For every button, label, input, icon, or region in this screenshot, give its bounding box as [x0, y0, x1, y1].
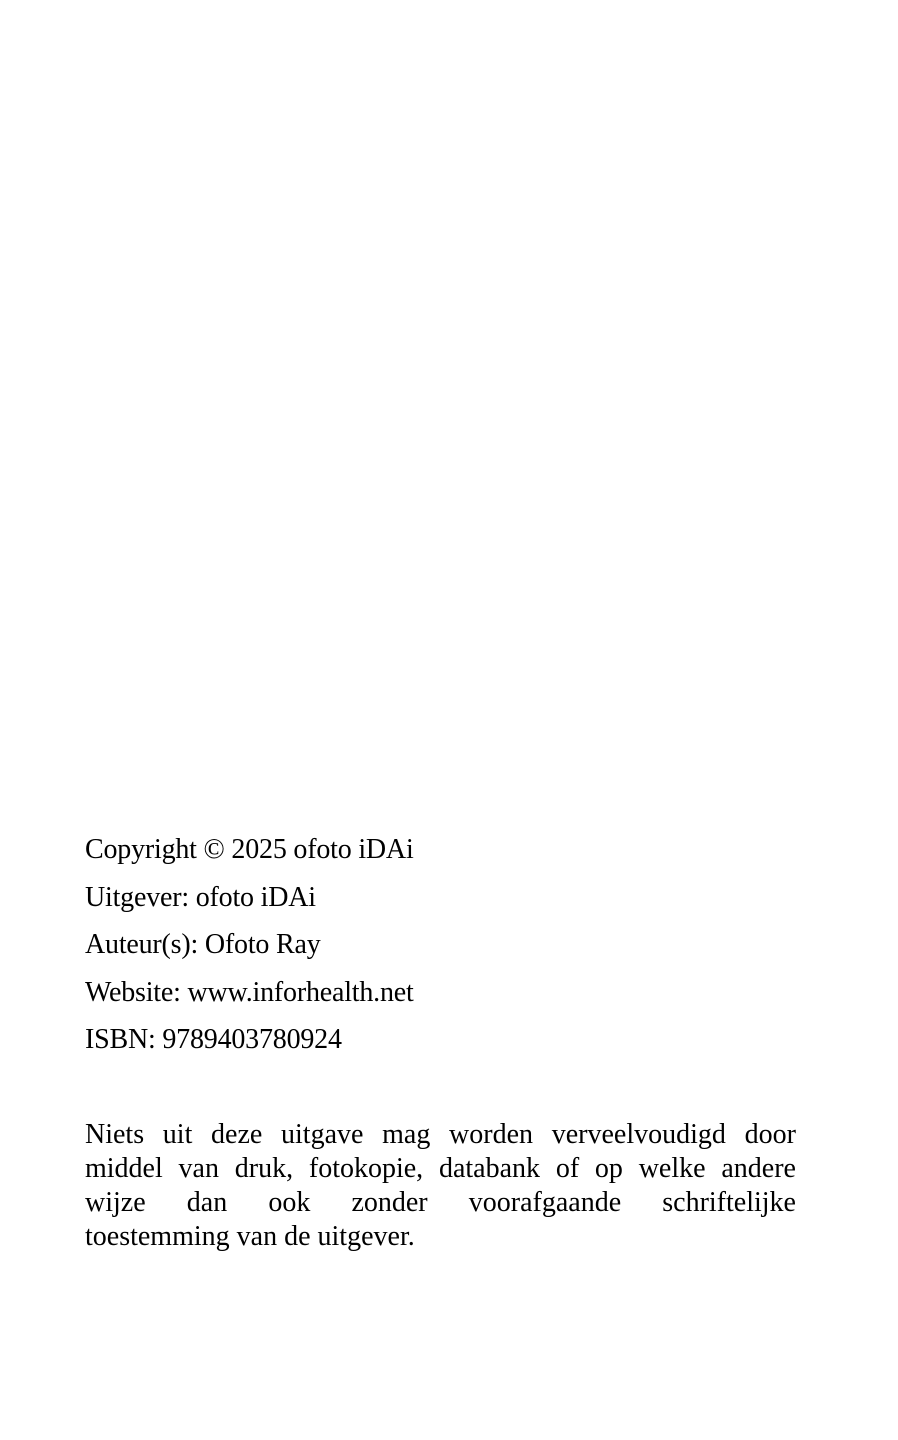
notice-word: voorafgaande — [468, 1187, 622, 1218]
notice-word: op — [594, 1153, 623, 1184]
colophon-block — [85, 826, 797, 1064]
notice-word: schriftelijke — [662, 1187, 796, 1218]
notice-word: ook — [268, 1187, 311, 1218]
notice-word: uit — [162, 1119, 193, 1150]
notice-word: Niets — [85, 1119, 145, 1150]
copyright-line: Copyright © 2025 ofoto iDAi — [85, 834, 414, 865]
notice-word: of — [555, 1153, 580, 1184]
website-line: Website: www.inforhealth.net — [85, 976, 414, 1008]
notice-word: uitgave — [281, 1119, 364, 1150]
notice-word: welke — [638, 1153, 706, 1184]
notice-word: van — [236, 1221, 278, 1252]
notice-word: worden — [449, 1119, 534, 1150]
isbn-line: ISBN: 9789403780924 — [85, 1024, 342, 1055]
rights-notice — [85, 1118, 796, 1254]
notice-word: mag — [382, 1119, 431, 1150]
notice-word: andere — [721, 1153, 796, 1184]
notice-word: de — [284, 1221, 311, 1252]
notice-word: middel — [85, 1153, 163, 1184]
notice-word: databank — [438, 1153, 541, 1184]
notice-line-3 — [85, 1186, 796, 1220]
notice-line-2 — [85, 1152, 796, 1186]
notice-word: zonder — [351, 1187, 428, 1218]
notice-word: druk, — [234, 1153, 294, 1184]
publisher-line: Uitgever: ofoto iDAi — [85, 881, 316, 913]
notice-word: verveelvoudigd — [551, 1119, 726, 1150]
notice-word: uitgever. — [317, 1221, 415, 1252]
notice-word: wijze — [85, 1187, 146, 1218]
notice-line-1 — [85, 1118, 796, 1152]
notice-line-4 — [85, 1220, 796, 1254]
notice-word: toestemming — [85, 1221, 230, 1252]
notice-word: door — [744, 1119, 796, 1150]
notice-word: deze — [211, 1119, 263, 1150]
authors-line: Auteur(s): Ofoto Ray — [85, 929, 321, 960]
notice-word: fotokopie, — [308, 1153, 424, 1184]
notice-word: dan — [186, 1187, 228, 1218]
notice-word: van — [178, 1153, 219, 1184]
